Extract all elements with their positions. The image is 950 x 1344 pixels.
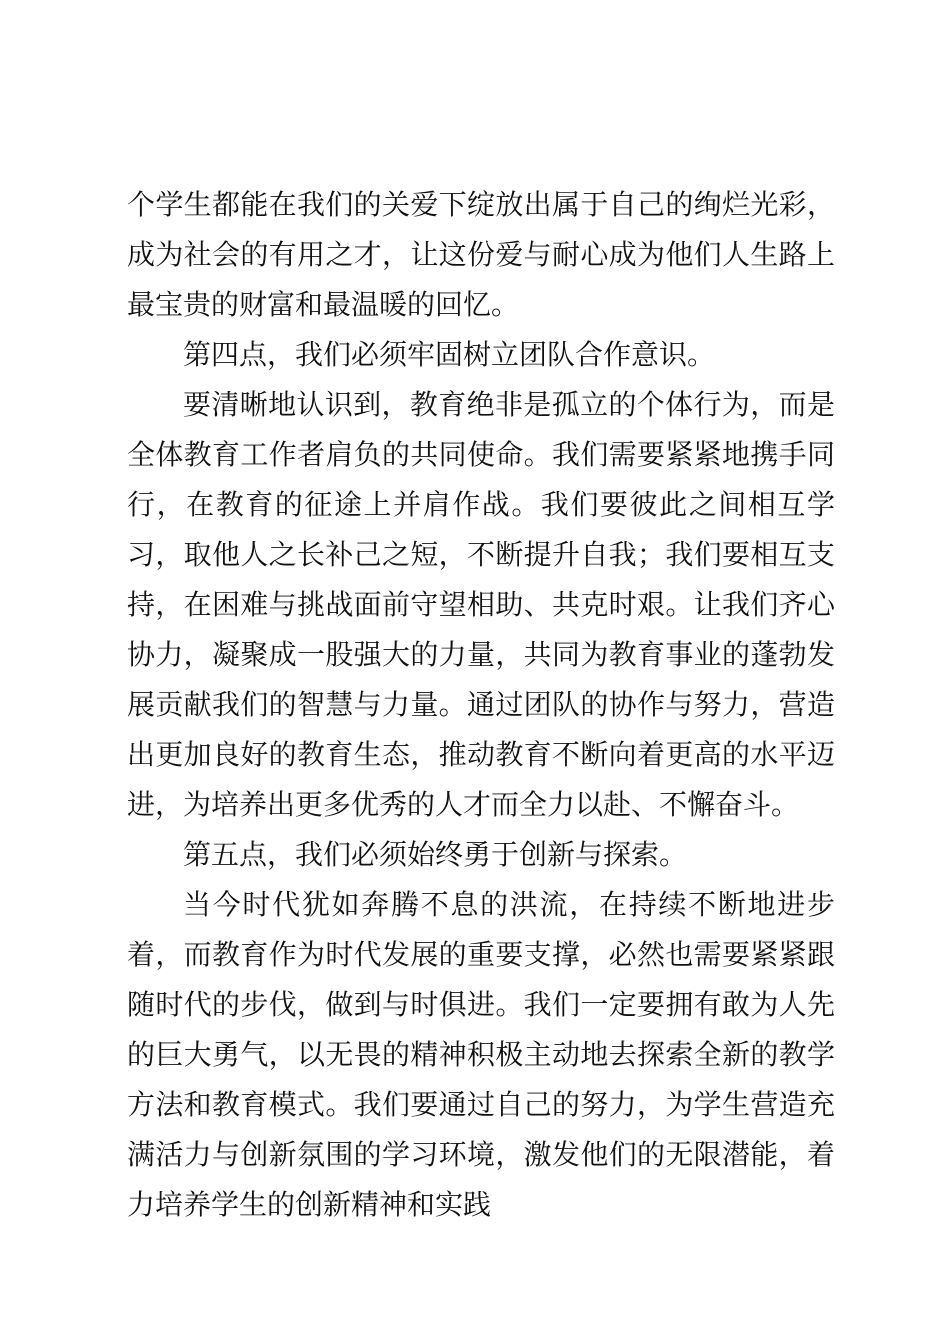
document-body [127,180,835,1230]
paragraph-point-five-heading: 第五点，我们必须始终勇于创新与探索。 [183,838,688,871]
paragraph-innovation: 当今时代犹如奔腾不息的洪流，在持续不断地进步着，而教育作为时代发展的重要支撑，必然也需要紧紧跟随时代的步伐，做到与时俱进。我们一定要拥有敢为人先的巨大勇气，以无畏的精神积极主动地去探索全新的教学方法和教育模式。我们要通过自己的努力，为学生营造充满活力与创新氛围的学习环境，激发他们的无限潜能，着力培养学生的创新精神和实践 [127,888,835,1221]
paragraph-teamwork: 要清晰地认识到，教育绝非是孤立的个体行为，而是全体教育工作者肩负的共同使命。我们需要紧紧地携手同行，在教育的征途上并肩作战。我们要彼此之间相互学习，取他人之长补己之短，不断提升自我；我们要相互支持，在困难与挑战面前守望相助、共克时艰。让我们齐心协力，凝聚成一股强大的力量，共同为教育事业的蓬勃发展贡献我们的智慧与力量。通过团队的协作与努力，营造出更加良好的教育生态，推动教育不断向着更高的水平迈进，为培养出更多优秀的人才而全力以赴、不懈奋斗。 [127,388,835,821]
paragraph-point-four-heading: 第四点，我们必须牢固树立团队合作意识。 [183,338,716,371]
paragraph-continuation: 个学生都能在我们的关爱下绽放出属于自己的绚烂光彩，成为社会的有用之才，让这份爱与耐心成为他们人生路上最宝贵的财富和最温暖的回忆。 [127,188,835,321]
